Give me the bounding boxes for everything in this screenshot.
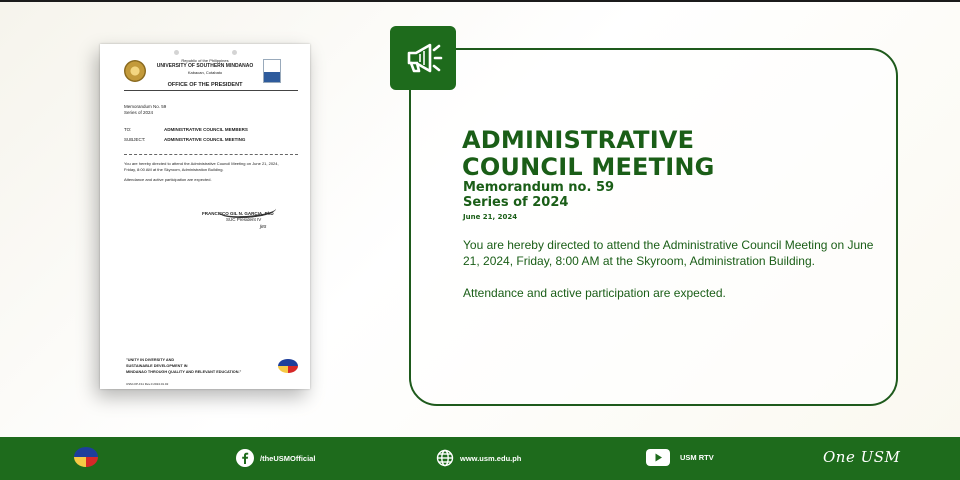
memo-subject-label: SUBJECT: <box>124 137 146 142</box>
memo-motto-line: SUSTAINABLE DEVELOPMENT IN <box>126 364 188 368</box>
memo-body-line: You are hereby directed to attend the Administrative Council Meeting on June 21, 2024, <box>124 161 279 166</box>
memo-number: Memorandum no. 59 <box>463 180 615 195</box>
announcement-body <box>463 237 883 301</box>
one-usm-logo: One USM <box>823 448 901 466</box>
facebook-link[interactable] <box>236 449 315 467</box>
title-line: COUNCIL MEETING <box>462 153 715 181</box>
memo-to-value: ADMINISTRATIVE COUNCIL MEMBERS <box>164 127 248 132</box>
memo-reference <box>463 180 614 210</box>
facebook-handle: /theUSMOfficial <box>260 453 316 463</box>
memo-subject-value: ADMINISTRATIVE COUNCIL MEETING <box>164 137 246 142</box>
website-url: www.usm.edu.ph <box>460 453 522 463</box>
memo-dashed-divider <box>124 154 298 155</box>
youtube-channel: USM RTV <box>680 453 714 462</box>
memo-initials: jes <box>260 224 267 230</box>
memo-divider <box>124 90 298 91</box>
memo-office: OFFICE OF THE PRESIDENT <box>167 82 243 88</box>
globe-icon <box>436 449 454 467</box>
youtube-link[interactable] <box>646 449 714 466</box>
memo-date: June 21, 2024 <box>463 213 518 221</box>
memo-location: Kabacan, Cotabato <box>187 70 223 75</box>
punch-hole <box>232 50 237 55</box>
memo-to-label: TO: <box>124 127 132 132</box>
memo-motto-line: MINDANAO THROUGH QUALITY AND RELEVANT EDUCATION." <box>126 370 242 374</box>
memo-signatory: FRANCISCO GIL N. GARCIA, PhD <box>202 211 274 216</box>
bagong-pilipinas-logo-icon <box>74 447 98 467</box>
memo-country: Republic of the Philippines <box>181 58 229 63</box>
title-line: ADMINISTRATIVE <box>462 126 695 154</box>
memo-footnote: USM-OP-F11 Rev.0 2024.01.02 <box>126 382 169 386</box>
memo-motto-line: "UNITY IN DIVERSITY AND <box>126 358 175 362</box>
megaphone-icon <box>390 26 456 90</box>
body-paragraph: You are hereby directed to attend the Administrative Council Meeting on June 21, 2024, Friday, 8:00 AM at the Skyroom, Administration Building. <box>463 238 874 268</box>
facebook-icon <box>236 449 254 467</box>
announcement-card <box>409 48 898 406</box>
top-border-line <box>0 0 960 2</box>
memo-signatory-title: SUC President IV <box>226 217 262 222</box>
memo-number: Memorandum No. 59 <box>124 104 167 109</box>
memo-body-line: Friday, 8:00 AM at the Skyroom, Administration Building. <box>124 167 224 172</box>
memo-document <box>100 44 310 389</box>
memo-body-line: Attendance and active participation are expected. <box>124 177 212 182</box>
body-paragraph: Attendance and active participation are expected. <box>463 286 726 300</box>
memo-university: UNIVERSITY OF SOUTHERN MINDANAO <box>156 63 254 69</box>
youtube-icon <box>646 449 670 466</box>
footer-bar <box>0 437 960 480</box>
announcement-title <box>462 127 715 181</box>
memo-series: Series of 2024 <box>124 110 154 115</box>
bagong-pilipinas-logo-icon <box>278 359 298 373</box>
punch-hole <box>174 50 179 55</box>
website-link[interactable] <box>436 449 521 467</box>
memo-series: Series of 2024 <box>463 195 569 210</box>
